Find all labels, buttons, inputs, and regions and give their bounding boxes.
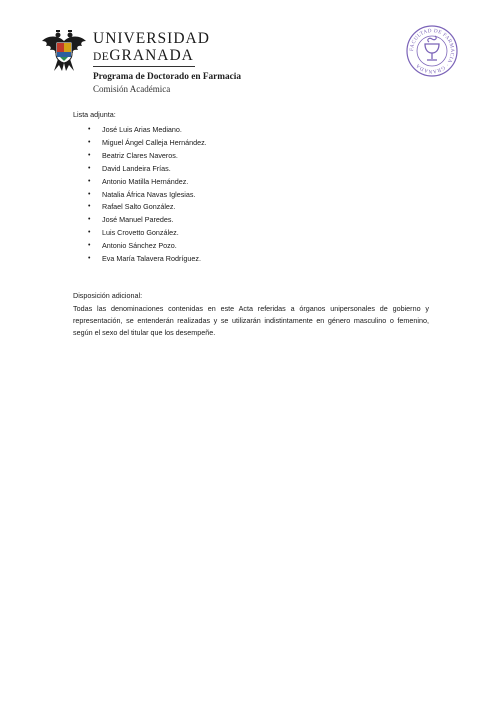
list-item: [88, 201, 207, 214]
member-name: Rafael Salto González.: [102, 202, 176, 212]
list-item: [88, 240, 207, 253]
disposicion-paragraph: Todas las denominaciones contenidas en este Acta referidas a órganos unipersonales de gobierno y representación, se entenderán realizadas y se utilizarán indistintamente en género masculino o femenino, según el sexo del titular que los desempeñe.: [73, 304, 429, 337]
header-divider: [93, 66, 195, 67]
member-name: Natalia África Navas Iglesias.: [102, 189, 196, 199]
list-item: [88, 227, 207, 240]
member-name: Antonio Matilla Hernández.: [102, 176, 189, 186]
university-line2: [93, 47, 210, 66]
university-granada: GRANADA: [109, 47, 194, 64]
university-de: DE: [93, 51, 110, 63]
university-line1: UNIVERSIDAD: [93, 30, 210, 47]
bullet: •: [88, 138, 91, 146]
university-crest-icon: [40, 29, 88, 73]
bullet: •: [88, 177, 91, 185]
lista-title: Lista adjunta:: [73, 110, 116, 119]
list-item: [88, 137, 207, 150]
list-item: [88, 124, 207, 137]
member-name: David Landeira Frías.: [102, 163, 171, 173]
member-name: Luis Crovetto González.: [102, 228, 179, 238]
list-item: [88, 189, 207, 202]
svg-text:FACULTAD DE FARMACIA · GRANADA: [409, 28, 455, 74]
list-item: [88, 150, 207, 163]
member-name: Beatriz Clares Naveros.: [102, 150, 178, 160]
bullet: •: [88, 151, 91, 159]
bullet: •: [88, 216, 91, 224]
member-name: Miguel Ángel Calleja Hernández.: [102, 137, 207, 147]
member-name: Antonio Sánchez Pozo.: [102, 241, 177, 251]
list-item: [88, 163, 207, 176]
member-name: Eva María Talavera Rodríguez.: [102, 254, 201, 264]
commission-subtitle: Comisión Académica: [93, 84, 171, 94]
members-list: [88, 124, 207, 266]
bullet: •: [88, 255, 91, 263]
program-title: Programa de Doctorado en Farmacia: [93, 72, 242, 82]
university-name: [93, 30, 210, 66]
bullet: •: [88, 229, 91, 237]
bullet: •: [88, 203, 91, 211]
list-item: [88, 176, 207, 189]
bullet: •: [88, 242, 91, 250]
member-name: José Luis Arias Mediano.: [102, 125, 182, 134]
bullet: •: [88, 164, 91, 172]
bullet: •: [88, 190, 91, 198]
bullet: •: [88, 126, 91, 133]
seal-text: FACULTAD DE FARMACIA · GRANADA: [408, 27, 456, 75]
member-name: José Manuel Paredes.: [102, 215, 174, 225]
list-item: [88, 253, 207, 266]
pharmacy-faculty-seal-icon: [405, 24, 459, 78]
list-item: [88, 214, 207, 227]
disposicion-title: Disposición adicional:: [73, 291, 143, 300]
